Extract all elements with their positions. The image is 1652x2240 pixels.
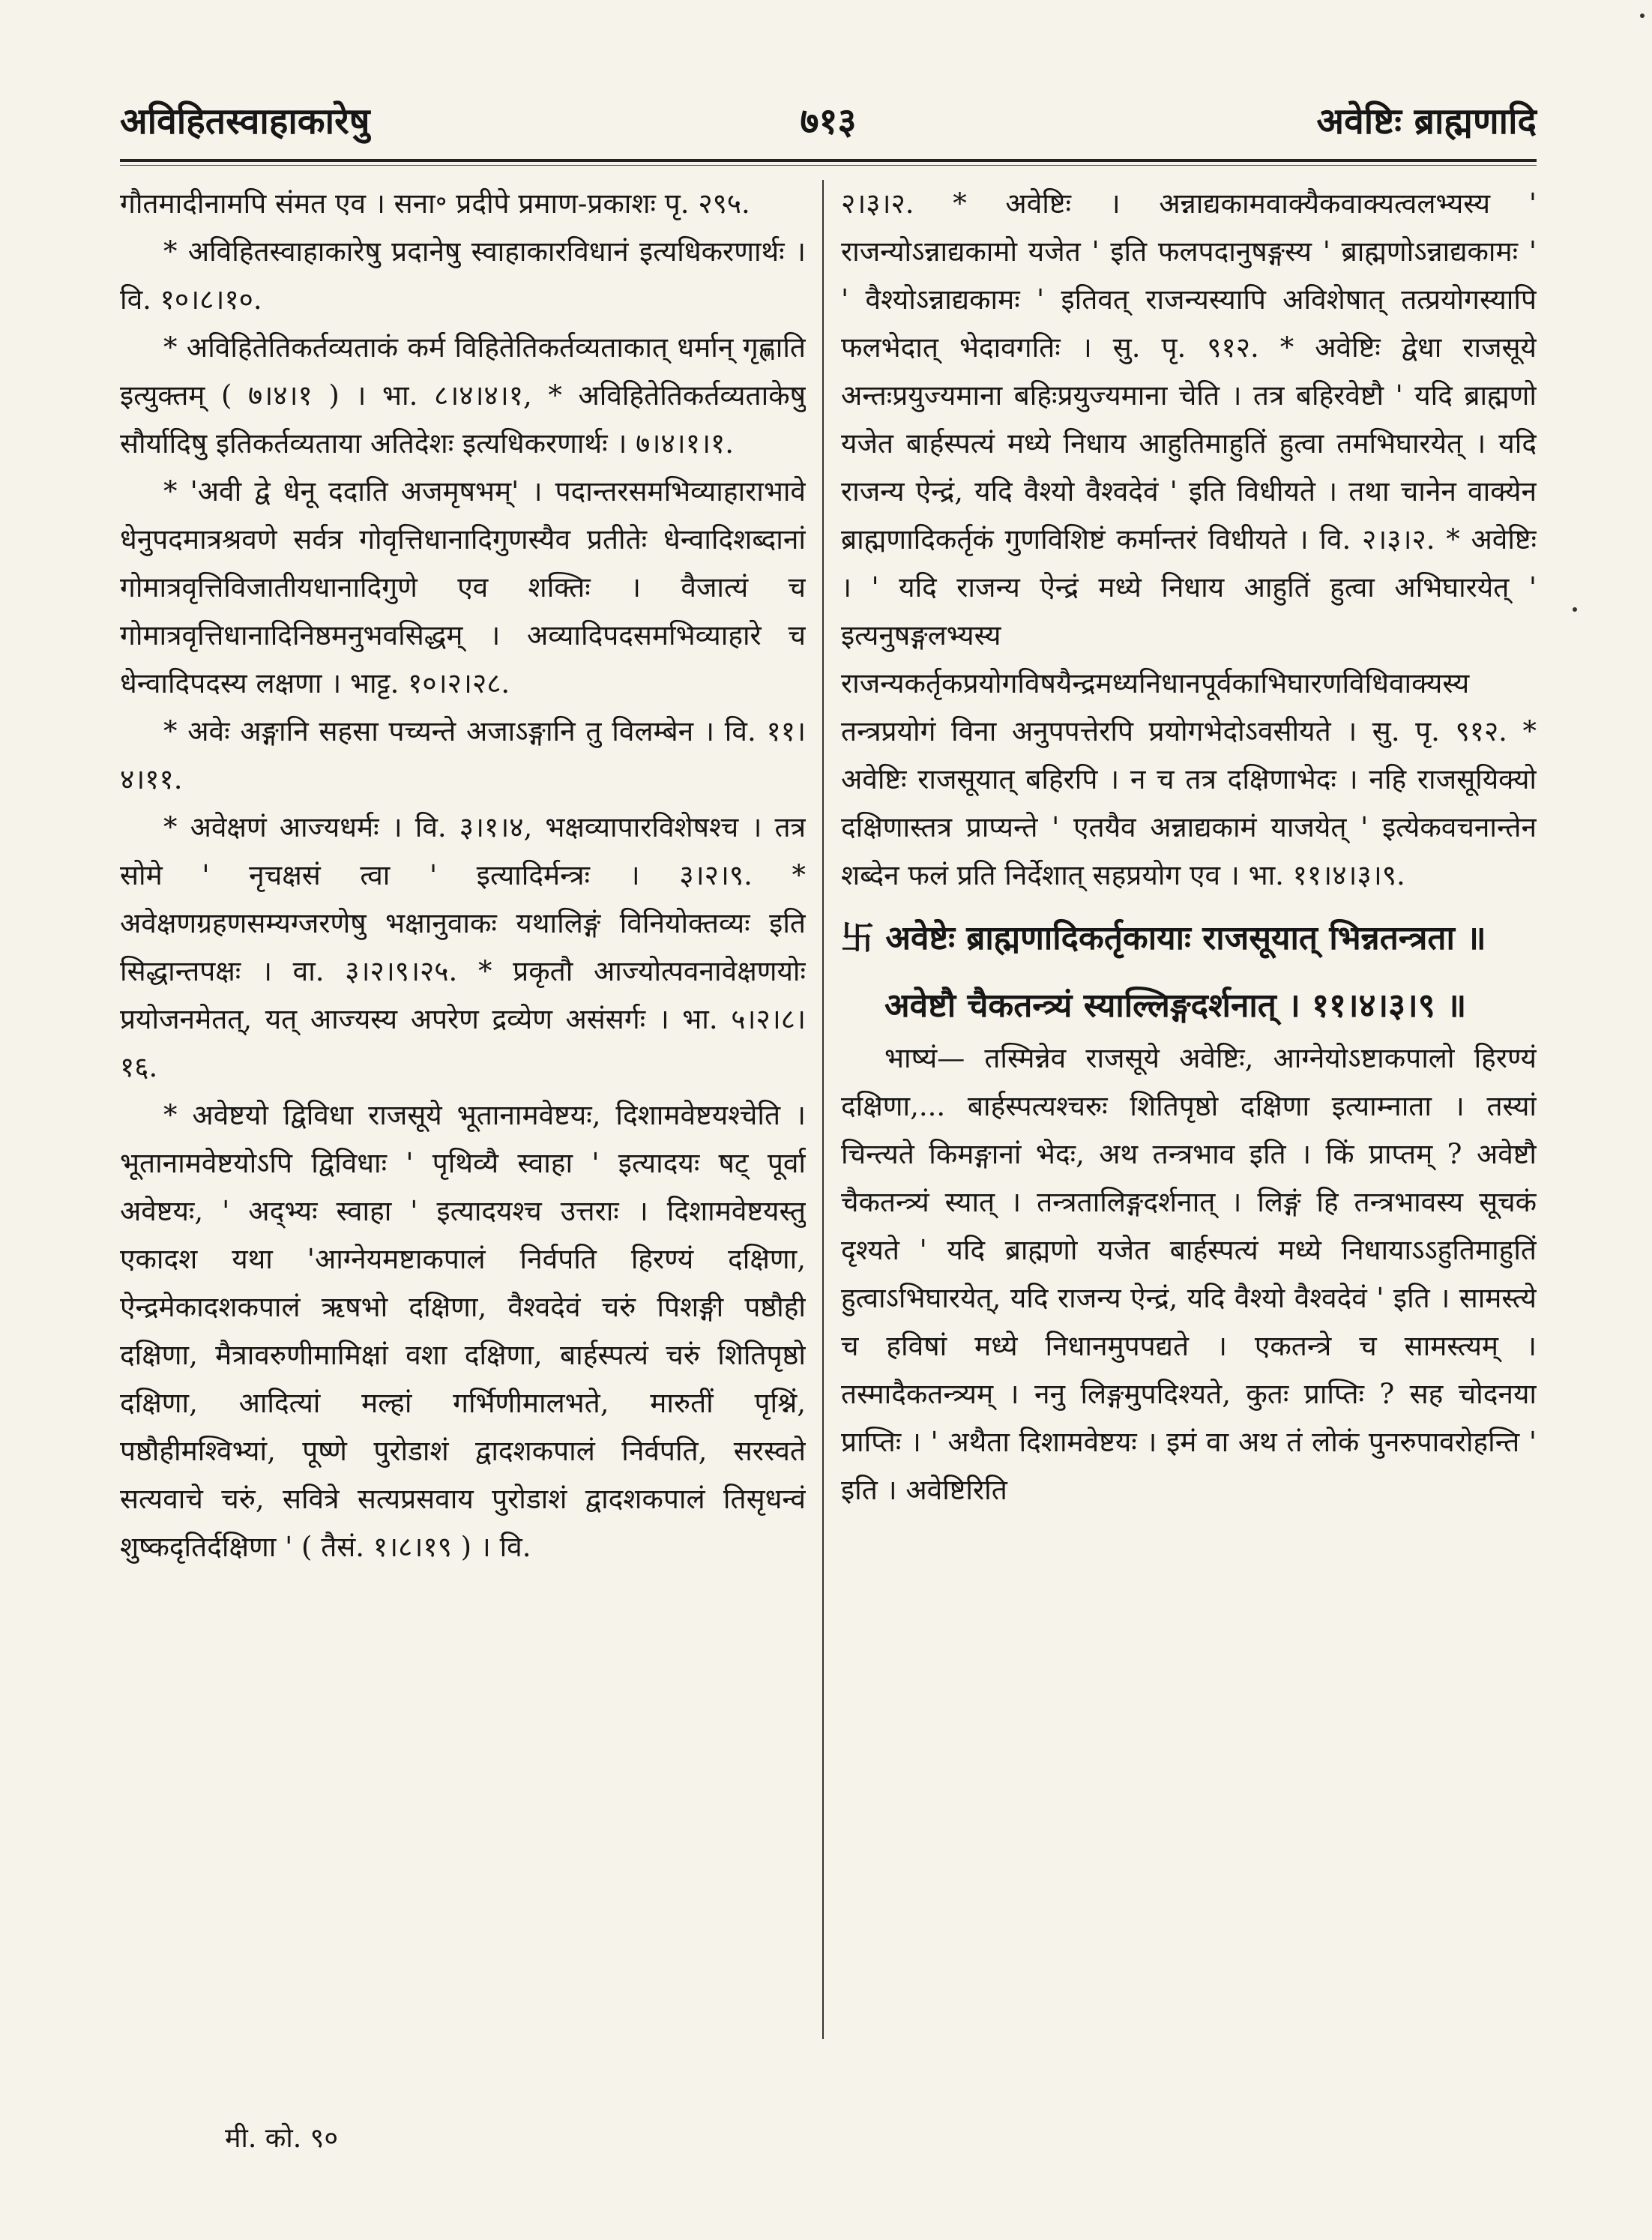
header-rule-thin xyxy=(120,165,1537,166)
page-header xyxy=(120,96,1537,148)
section-title: अवेष्टेः ब्राह्मणादिकर्तृकायाः राजसूयात् भिन्नतन्त्रता ॥ xyxy=(885,919,1486,957)
column-divider xyxy=(822,180,824,2039)
right-column xyxy=(841,180,1537,2077)
left-paragraph-4: * 'अवी द्वे धेनू ददाति अजमृषभम्' । पदान्तरसमभिव्याहाराभावे धेनुपदमात्रश्रवणे सर्वत्र गोवृत्तिधानादिगुणस्यैव प्रतीतेः धेन्वादिशब्दानां गोमात्रवृत्तिविजातीयधानादिगुणे एव शक्तिः । वैजात्यं च गोमात्रवृत्तिधानादिनिष्ठमनुभवसिद्धम् । अव्यादिपदसमभिव्याहारे च धेन्वादिपदस्य लक्षणा । भाट्ट. १०।२।२८. xyxy=(120,475,806,699)
sutra-line: अवेष्टौ चैकतन्त्र्यं स्याल्लिङ्गदर्शनात् । ११।४।३।९ ॥ xyxy=(884,987,1467,1025)
section-heading xyxy=(841,910,1537,967)
header-rule xyxy=(120,159,1537,162)
left-paragraph-2: * अविहितस्वाहाकारेषु प्रदानेषु स्वाहाकारविधानं इत्यधिकरणार्थः । वि. १०।८।१०. xyxy=(120,235,806,316)
right-paragraph-1: २।३।२. * अवेष्टिः । अन्नाद्यकामवाक्यैकवाक्यत्वलभ्यस्य ' राजन्योऽन्नाद्यकामो यजेत ' इति फलपदानुषङ्गस्य ' ब्राह्मणोऽन्नाद्यकामः ' ' वैश्योऽन्नाद्यकामः ' इतिवत् राजन्यस्यापि अविशेषात् तत्प्रयोगस्यापि फलभेदात् भेदावगतिः । सु. पृ. ९१२. * अवेष्टिः द्वेधा राजसूये अन्तःप्रयुज्यमाना बहिःप्रयुज्यमाना चेति । तत्र बहिरवेष्टौ ' यदि ब्राह्मणो यजेत बार्हस्पत्यं मध्ये निधाय आहुतिमाहुतिं हुत्वा तमभिघारयेत् । यदि राजन्य ऐन्द्रं, यदि वैश्यो वैश्वदेवं ' इति विधीयते । तथा चानेन वाक्येन ब्राह्मणादिकर्तृकं गुणविशिष्टं कर्मान्तरं विधीयते । वि. २।३।२. * अवेष्टिः । ' यदि राजन्य ऐन्द्रं मध्ये निधाय आहुतिं हुत्वा अभिघारयेत् ' इत्यनुषङ्गलभ्यस्य राजन्यकर्तृकप्रयोगविषयैन्द्रमध्यनिधानपूर्वकाभिघारणविधिवाक्यस्य तन्त्रप्रयोगं विना अनुपपत्तेरपि प्रयोगभेदोऽवसीयते । सु. पृ. ९१२. * अवेष्टिः राजसूयात् बहिरपि । न च तत्र दक्षिणाभेदः । नहि राजसूयिक्यो दक्षिणास्तत्र प्राप्यन्ते ' एतयैव अन्नाद्यकामं याजयेत् ' इत्येकवचनान्तेन शब्देन फलं प्रति निर्देशात् सहप्रयोग एव । भा. ११।४।३।९. xyxy=(841,187,1537,891)
left-paragraph-1: गौतमादीनामपि संमत एव । सना॰ प्रदीपे प्रमाण-प्रकाशः पृ. २९५. xyxy=(120,187,750,220)
scan-speck xyxy=(1640,13,1645,18)
running-head-left: अविहितस्वाहाकारेषु xyxy=(120,100,370,142)
swastika-mark-icon: 卐 xyxy=(841,919,874,957)
left-paragraph-6: * अवेक्षणं आज्यधर्मः । वि. ३।१।४, भक्षव्यापारविशेषश्च । तत्र सोमे ' नृचक्षसं त्वा ' इत्यादिर्मन्त्रः । ३।२।९. * अवेक्षणग्रहणसम्यग्जरणेषु भक्षानुवाकः यथालिङ्गं विनियोक्तव्यः इति सिद्धान्तपक्षः । वा. ३।२।९।२५. * प्रकृतौ आज्योत्पवनावेक्षणयोः प्रयोजनमेतत्, यत् आज्यस्य अपरेण द्रव्येण असंसर्गः । भा. ५।२।८।१६. xyxy=(120,811,806,1083)
left-column xyxy=(120,180,806,2077)
scan-speck xyxy=(1573,607,1577,612)
running-head-right: अवेष्टिः ब्राह्मणादि xyxy=(1316,100,1537,142)
left-paragraph-3: * अविहितेतिकर्तव्यताकं कर्म विहितेतिकर्तव्यताकात् धर्मान् गृह्णाति इत्युक्तम् ( ७।४।१ ) । भा. ८।४।४।१, * अविहितेतिकर्तव्यताकेषु सौर्यादिषु इतिकर्तव्यताया अतिदेशः इत्यधिकरणार्थः । ७।४।१।१. xyxy=(120,331,806,460)
left-paragraph-5: * अवेः अङ्गानि सहसा पच्यन्ते अजाऽङ्गानि तु विलम्बेन । वि. ११।४।११. xyxy=(120,715,806,795)
left-paragraph-7: * अवेष्टयो द्विविधा राजसूये भूतानामवेष्टयः, दिशामवेष्टयश्चेति । भूतानामवेष्टयोऽपि द्विविधाः ' पृथिव्यै स्वाहा ' इत्यादयः षट् पूर्वा अवेष्टयः, ' अद्भ्यः स्वाहा ' इत्यादयश्च उत्तराः । दिशामवेष्टयस्तु एकादश यथा 'आग्नेयमष्टाकपालं निर्वपति हिरण्यं दक्षिणा, ऐन्द्रमेकादशकपालं ऋषभो दक्षिणा, वैश्वदेवं चरुं पिशङ्गी पष्ठौही दक्षिणा, मैत्रावरुणीमामिक्षां वशा दक्षिणा, बार्हस्पत्यं चरुं शितिपृष्ठो दक्षिणा, आदित्यां मल्हां गर्भिणीमालभते, मारुतीं पृश्निं, पष्ठौहीमश्विभ्यां, पूष्णे पुरोडाशं द्वादशकपालं निर्वपति, सरस्वते सत्यवाचे चरुं, सवित्रे सत्यप्रसवाय पुरोडाशं द्वादशकपालं तिसृधन्वं शुष्कदृतिर्दक्षिणा ' ( तैसं. १।८।१९ ) । वि. xyxy=(120,1099,806,1563)
signature-mark: मी. को. ९० xyxy=(225,2123,339,2154)
page-number: ७१३ xyxy=(800,100,857,142)
bhashya-paragraph: भाष्यं— तस्मिन्नेव राजसूये अवेष्टिः, आग्नेयोऽष्टाकपालो हिरण्यं दक्षिणा,... बार्हस्पत्यश्चरुः शितिपृष्ठो दक्षिणा इत्याम्नाता । तस्यां चिन्त्यते किमङ्गानां भेदः, अथ तन्त्रभाव इति । किं प्राप्तम् ? अवेष्टौ चैकतन्त्र्यं स्यात् । तन्त्रतालिङ्गदर्शनात् । लिङ्गं हि तन्त्रभावस्य सूचकं दृश्यते ' यदि ब्राह्मणो यजेत बार्हस्पत्यं मध्ये निधायाऽऽहुतिमाहुतिं हुत्वाऽभिघारयेत्, यदि राजन्य ऐन्द्रं, यदि वैश्यो वैश्वदेवं ' इति । सामस्त्ये च हविषां मध्ये निधानमुपपद्यते । एकतन्त्रे च सामस्त्यम् । तस्मादैकतन्त्र्यम् । ननु लिङ्गमुपदिश्यते, कुतः प्राप्तिः ? सह चोदनया प्राप्तिः । ' अथैता दिशामवेष्टयः । इमं वा अथ तं लोकं पुनरुपावरोहन्ति ' इति । अवेष्टिरिति xyxy=(841,1042,1537,1506)
